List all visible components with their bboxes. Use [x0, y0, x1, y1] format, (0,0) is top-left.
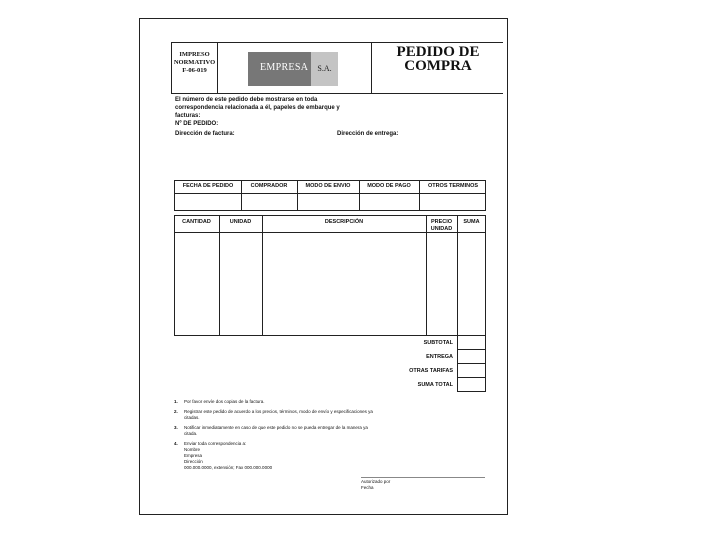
note-text: Por favor envíe dos copias de la factura.: [184, 399, 265, 404]
authorized-by-label: Autorizado por: [361, 479, 391, 484]
form-code-line: F-06-019: [182, 67, 207, 74]
subtotal-label: SUBTOTAL: [423, 340, 453, 346]
note-item: [174, 399, 374, 405]
header-other-terms: OTROS TERMINOS: [427, 183, 479, 189]
shipping-label: ENTREGA: [426, 354, 453, 360]
header-buyer: COMPRADOR: [250, 183, 288, 189]
totals-divider: [458, 349, 485, 350]
header-payment-mode: MODO DE PAGO: [367, 183, 411, 189]
order-info-table: [174, 180, 486, 211]
form-code-line: IMPRESO: [179, 51, 210, 58]
items-box: [174, 215, 486, 336]
note-number: 3.: [174, 425, 178, 430]
form-code-line: NORMATIVO: [173, 59, 216, 66]
note-text: Notificar inmediatamente en caso de que este pedido no se pueda entregar de la manera ya citada.: [184, 425, 368, 436]
totals-divider: [458, 363, 485, 364]
note-text: Enviar toda correspondencia a:: [184, 441, 247, 446]
header-order-date: FECHA DE PEDIDO: [182, 183, 234, 189]
header-sum: SUMA: [463, 219, 480, 225]
form-header: [171, 42, 503, 94]
header-unit-price: PRECIO UNIDAD: [430, 219, 453, 232]
row-divider: [175, 193, 485, 194]
grand-total-label: SUMA TOTAL: [417, 382, 453, 388]
header-description: DESCRIPCIÓN: [324, 219, 364, 225]
contact-company: Empresa: [184, 453, 203, 458]
other-fees-label: OTRAS TARIFAS: [409, 368, 453, 374]
form-code: [172, 43, 218, 93]
notice-text: El número de este pedido debe mostrarse en toda correspondencia relacionada a él, papeles de embarque y facturas:: [175, 97, 340, 119]
col-divider: [219, 215, 220, 336]
note-item: [174, 441, 374, 471]
signature-line: [361, 477, 485, 478]
order-notice: [175, 96, 353, 128]
header-unit: UNIDAD: [229, 219, 252, 225]
shipping-address-label: Dirección de entrega:: [337, 131, 399, 137]
title-line: COMPRA: [404, 58, 472, 74]
notes-list: [174, 399, 374, 475]
page-title: [372, 45, 504, 73]
order-number-label: Nº DE PEDIDO:: [175, 121, 219, 127]
header-quantity: CANTIDAD: [182, 219, 211, 225]
note-number: 4.: [174, 441, 178, 446]
col-divider: [426, 215, 427, 336]
title-line: PEDIDO DE: [396, 44, 480, 60]
header-shipping-mode: MODO DE ENVIO: [305, 183, 351, 189]
contact-name: Nombre: [184, 447, 201, 452]
note-number: 2.: [174, 409, 178, 414]
totals-column: [457, 336, 486, 392]
contact-address: Dirección: [184, 459, 203, 464]
items-table: [174, 215, 486, 392]
note-number: 1.: [174, 399, 178, 404]
billing-address-label: Dirección de factura:: [175, 131, 235, 137]
note-item: [174, 425, 374, 437]
contact-phone: 000.000.0000, extensión; Fax 000.000.0000: [184, 465, 273, 470]
col-divider: [262, 215, 263, 336]
company-logo: [218, 43, 372, 93]
logo-suffix: S.A.: [311, 52, 338, 86]
note-item: [174, 409, 374, 421]
logo-text: EMPRESA: [260, 62, 309, 73]
col-divider: [457, 215, 458, 336]
signature-block: [361, 479, 390, 491]
note-text: Registrar este pedido de acuerdo a los precios, términos, modo de envío y especificaciones ya citadas.: [184, 409, 373, 420]
totals-divider: [458, 377, 485, 378]
date-label: Fecha: [361, 485, 374, 490]
